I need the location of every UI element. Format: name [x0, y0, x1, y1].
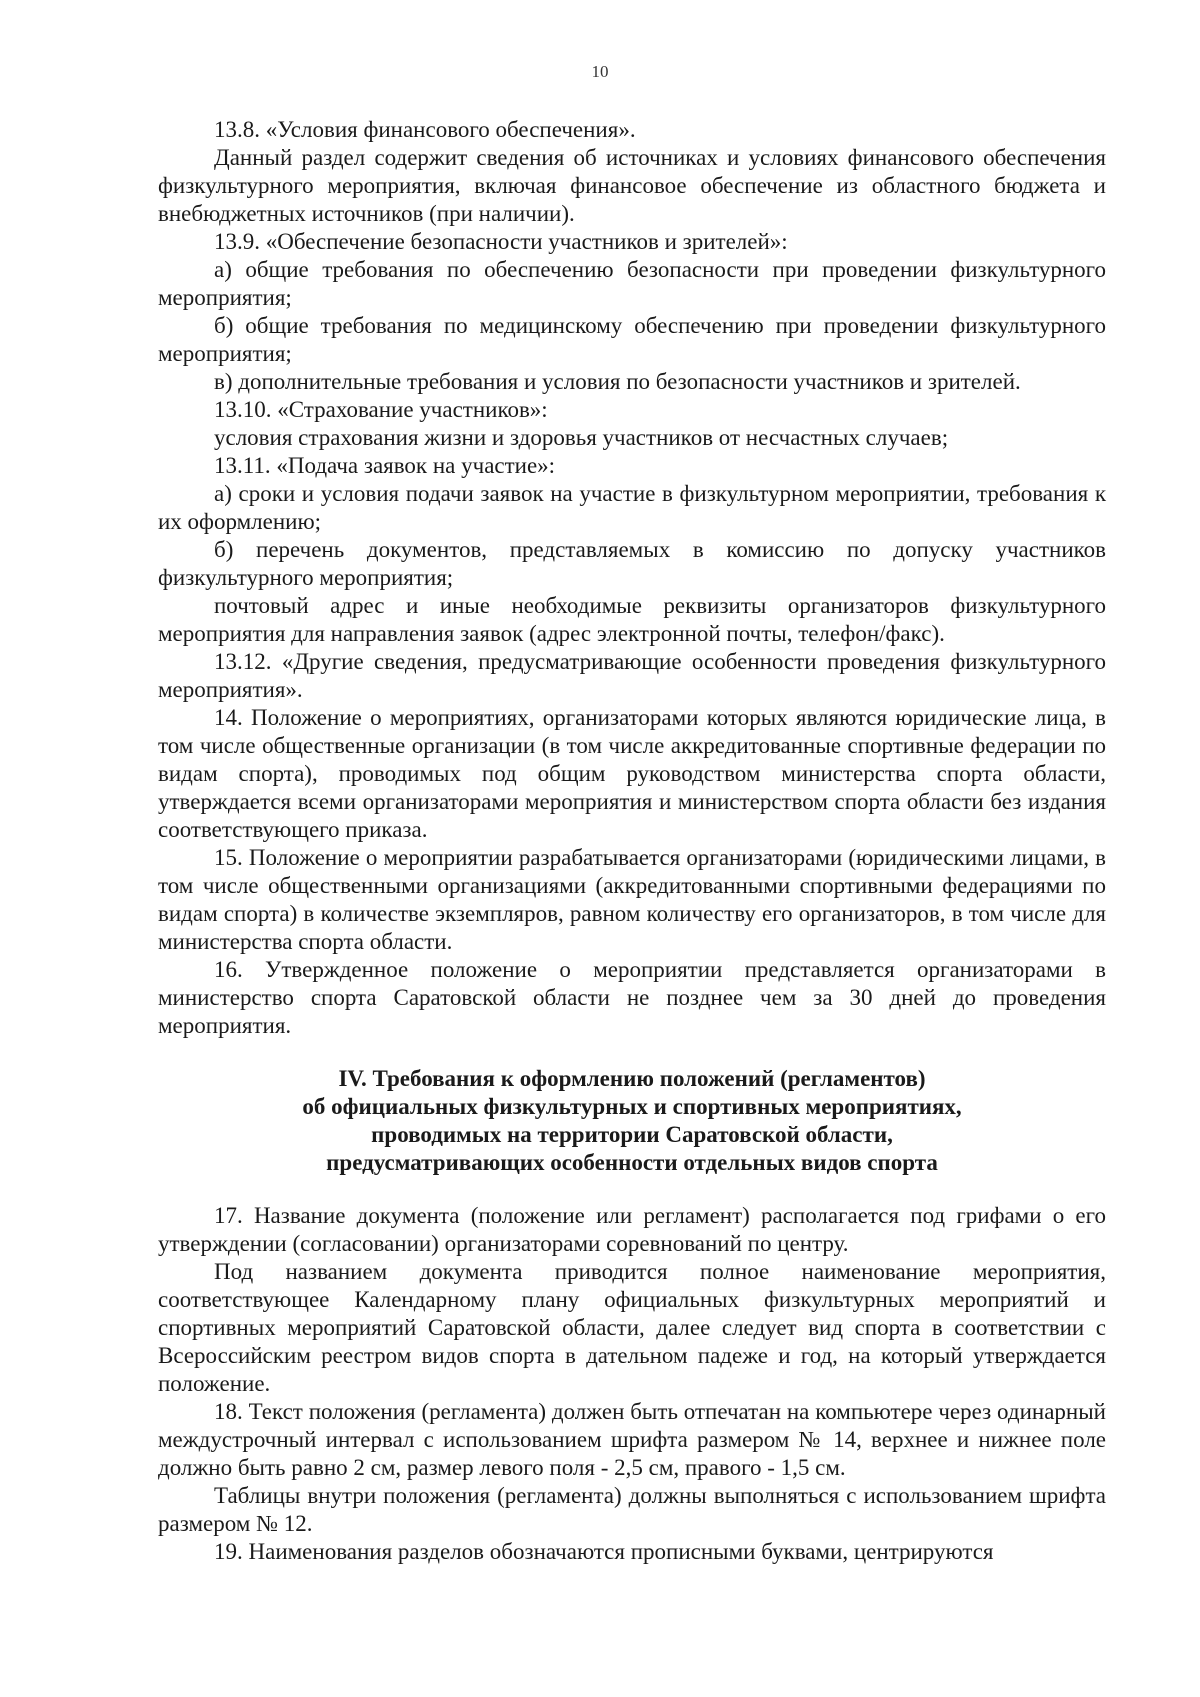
paragraph: 13.9. «Обеспечение безопасности участников и зрителей»:	[214, 229, 788, 254]
section-heading-line: проводимых на территории Саратовской области,	[371, 1122, 893, 1147]
paragraph: 18. Текст положения (регламента) должен быть отпечатан на компьютере через одинарный междустрочный интервал с использованием шрифта размером № 14, верхнее и нижнее поле должно быть равно 2 см, размер левого поля - 2,5 см, правого - 1,5 см.	[158, 1399, 1106, 1480]
paragraph: 15. Положение о мероприятии разрабатывается организаторами (юридическими лицами, в том числе общественными организациями (аккредитованными спортивными федерациями по видам спорта) в количестве экземпляров, равном количеству его организаторов, в том числе для министерства спорта области.	[158, 845, 1106, 954]
paragraph: 13.11. «Подача заявок на участие»:	[214, 453, 556, 478]
section-heading-line: IV. Требования к оформлению положений (регламентов)	[338, 1066, 926, 1091]
body-text-bottom	[158, 1202, 1106, 1566]
paragraph: условия страхования жизни и здоровья участников от несчастных случаев;	[214, 425, 949, 450]
paragraph: в) дополнительные требования и условия по безопасности участников и зрителей.	[214, 369, 1021, 394]
paragraph: 17. Название документа (положение или регламент) располагается под грифами о его утверждении (согласовании) организаторами соревнований по центру.	[158, 1203, 1106, 1256]
body-text-top	[158, 116, 1106, 1040]
section-heading-line: предусматривающих особенности отдельных видов спорта	[326, 1150, 938, 1175]
section-heading-line: об официальных физкультурных и спортивных мероприятиях,	[302, 1094, 962, 1119]
paragraph: почтовый адрес и иные необходимые реквизиты организаторов физкультурного мероприятия для направления заявок (адрес электронной почты, телефон/факс).	[158, 593, 1106, 646]
paragraph: 14. Положение о мероприятиях, организаторами которых являются юридические лица, в том числе общественные организации (в том числе аккредитованные спортивные федерации по видам спорта), проводимых под общим руководством министерства спорта области, утверждается всеми организаторами мероприятия и министерством спорта области без издания соответствующего приказа.	[158, 705, 1106, 842]
page-number: 10	[591, 62, 609, 81]
section-heading	[158, 1065, 1106, 1177]
paragraph: а) общие требования по обеспечению безопасности при проведении физкультурного мероприятия;	[158, 257, 1106, 310]
paragraph: 19. Наименования разделов обозначаются прописными буквами, центрируются	[214, 1539, 994, 1564]
paragraph: Таблицы внутри положения (регламента) должны выполняться с использованием шрифта размером № 12.	[158, 1483, 1106, 1536]
paragraph: а) сроки и условия подачи заявок на участие в физкультурном мероприятии, требования к их оформлению;	[158, 481, 1106, 534]
paragraph: 16. Утвержденное положение о мероприятии представляется организаторами в министерство спорта Саратовской области не позднее чем за 30 дней до проведения мероприятия.	[158, 957, 1106, 1038]
paragraph: 13.10. «Страхование участников»:	[214, 397, 548, 422]
paragraph: Данный раздел содержит сведения об источниках и условиях финансового обеспечения физкультурного мероприятия, включая финансовое обеспечение из областного бюджета и внебюджетных источников (при наличии).	[158, 145, 1106, 226]
paragraph: 13.12. «Другие сведения, предусматривающие особенности проведения физкультурного мероприятия».	[158, 649, 1106, 702]
paragraph: б) перечень документов, представляемых в комиссию по допуску участников физкультурного мероприятия;	[158, 537, 1106, 590]
paragraph: Под названием документа приводится полное наименование мероприятия, соответствующее Календарному плану официальных физкультурных мероприятий и спортивных мероприятий Саратовской области, далее следует вид спорта в соответствии с Всероссийским реестром видов спорта в дательном падеже и год, на который утверждается положение.	[158, 1259, 1106, 1396]
paragraph: б) общие требования по медицинскому обеспечению при проведении физкультурного мероприятия;	[158, 313, 1106, 366]
paragraph: 13.8. «Условия финансового обеспечения».	[214, 117, 636, 142]
